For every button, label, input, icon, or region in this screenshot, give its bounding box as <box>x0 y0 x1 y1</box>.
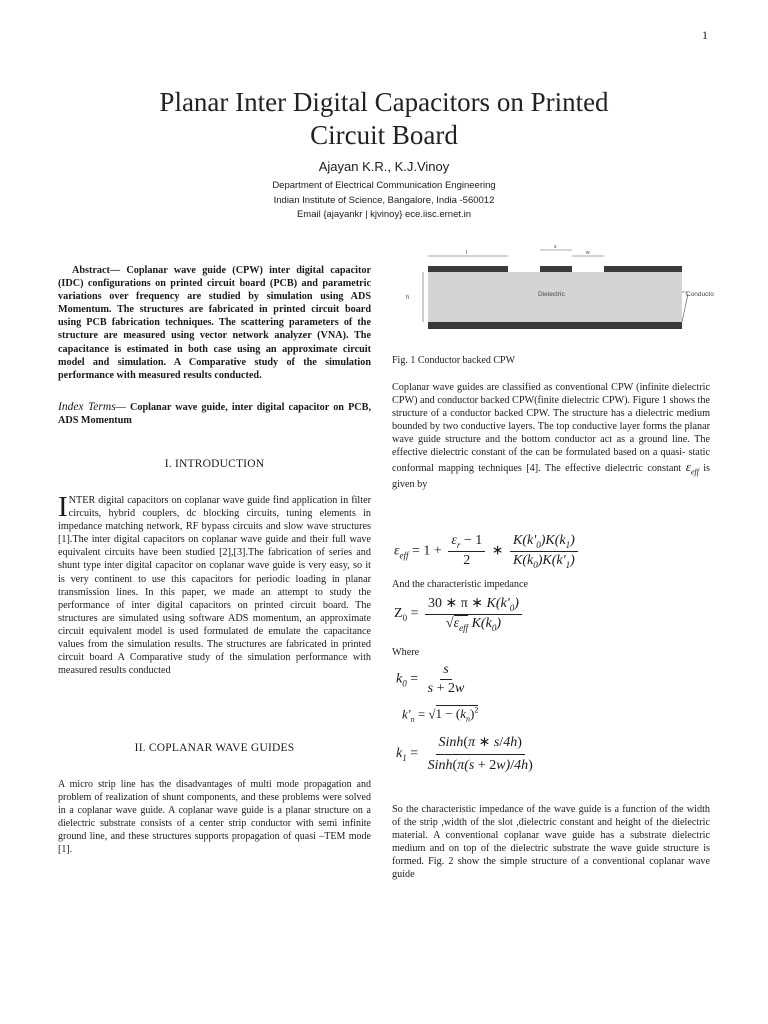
drop-cap: I <box>58 491 68 523</box>
page-number: 1 <box>702 28 708 42</box>
department: Department of Electrical Communication Engineering <box>272 180 496 191</box>
bottom-ground-conductor <box>428 322 682 329</box>
affiliation <box>60 179 708 223</box>
label-h: h <box>406 295 410 301</box>
where-label: Where <box>392 647 420 658</box>
cpw-description-end: is given by <box>392 462 711 491</box>
left-ground-strip <box>428 266 508 272</box>
title-line-2: Circuit Board <box>310 120 458 150</box>
label-conductor: Conducto <box>686 291 714 298</box>
label-l: l <box>466 250 468 256</box>
conductor-pointer-2 <box>682 294 688 322</box>
index-terms-label: Index Terms— <box>58 401 126 413</box>
cpw-description-paragraph <box>392 381 710 491</box>
equation-k1: $k_1$ = $\frac{\text{Sinh(π ∗ s/4h)}}{\text{Sinh(π(s + 2w)/4h)}}$ <box>396 735 533 773</box>
index-terms <box>58 401 371 427</box>
equation-k0: $k_0$ = $\frac{s}{s + 2w}$ <box>396 662 465 696</box>
section-heading-cpw: II. COPLANAR WAVE GUIDES <box>134 742 295 754</box>
label-dielectric: Dielectric <box>538 291 565 298</box>
figure-caption: Fig. 1 Conductor backed CPW <box>392 355 516 366</box>
introduction-paragraph <box>58 491 371 677</box>
authors: Ajayan K.R., K.J.Vinoy <box>318 159 450 174</box>
cpw-intro-paragraph: A micro strip line has the disadvantages of multi mode propagation and problem of realization of shunt components, and these problems were solved in a coplanar wave guide. A coplanar wave guide is a planar structure on a dielectric substrate consists of a center strip conductor with semi infinite ground line, and these structures supports propagation of quasi –TEM mode [1]. <box>58 779 371 856</box>
label-w: w <box>586 250 590 256</box>
right-ground-strip <box>604 266 682 272</box>
index-terms-text: Coplanar wave guide, inter digital capacitor on PCB, ADS Momentum <box>58 402 371 427</box>
equation-eps-eff: $\varepsilon_{eff} = 1$ + $\frac{\varepsilon_r - 1}{2}$ ∗ $\frac{K(k'_0)K(k_1)}{K(k_0)K(k'_1)}$ <box>394 533 581 570</box>
email: Email {ajayankr | kjvinoy} ece.iisc.ernet.in <box>296 209 472 220</box>
institute: Indian Institute of Science, Bangalore, India -560012 <box>273 194 495 206</box>
conclusion-paragraph: So the characteristic impedance of the wave guide is a function of the width of the strip ,width of the slot ,dielectric constant and height of the dielectric material. A conventional coplanar wave guide has a substrate dielectric medium and on top of the dielectric substrate the wave guide structure is formed. Fig. 2 show the simple structure of a conventional coplanar wave guide <box>392 804 710 881</box>
equation-kn-prime: $k'_n = √1 - (k_n)^2$ <box>402 706 479 724</box>
center-strip <box>540 266 572 272</box>
title-line-1: Planar Inter Digital Capacitors on Printed <box>159 87 609 117</box>
introduction-text: NTER digital capacitors on coplanar wave guide find application in filter circuits, hybrid couplers, dc blocking circuits, tuning elements in impedance matching network, RF bypass circuits and slow wave structures [1].The inter digital capacitors on coplanar wave guide and their full wave equivalent circuits have been studied [2],[3].The fabrication of series and shunt type inter digital capacitor on coplanar wave guide is very easy, so it is very continent to use this capacitors for periodic loading in planar transmission lines. In this paper, we made an attempt to study the performance of inter digital capacitors on printed circuit board. The structures are simulated using software ADS momentum, an approximate circuit equivalent model is used formulated de emulate the capacitance values from the simulation results. The structures are fabricated in printed circuit board A Comparative study of the simulation performance with measured results conducted <box>58 495 371 677</box>
paper-title <box>60 86 708 152</box>
abstract: Abstract— Coplanar wave guide (CPW) inter digital capacitor (IDC) configurations on printed circuit board (PCB) and parametric variations over frequency are studied by simulation using ADS Momentum. The structures are fabricated in printed circuit board using PCB fabrication techniques. The scattering parameters of the structure are measured using vector network analyzer (VNA). The capacitance is estimated in both case using an approximate circuit model and simulation. A Comparative study of the simulation performance with measured results conducted. <box>58 265 371 381</box>
epsilon-eff-symbol: $\varepsilon_{eff}$ <box>685 458 699 477</box>
cpw-description-text: Coplanar wave guides are classified as conventional CPW (infinite dielectric CPW) and conductor backed CPW(finite dielectric CPW). Figure 1 shows the structure of a conductor backed CPW. The structure has a dielectric medium bounded by two conductive layers. The top conductive layer forms the planar wave guide structure and the bottom conductor act as a ground line. The effective dielectric constant of the can be formulated based on a quasi- static conformal mapping techniques [4]. The effective dielectric constant <box>392 382 710 474</box>
label-s: s <box>554 244 557 250</box>
dielectric-layer <box>428 272 682 324</box>
section-heading-introduction: I. INTRODUCTION <box>164 458 265 470</box>
impedance-intro: And the characteristic impedance <box>392 579 529 590</box>
equation-z0: $Z_0$ = $\frac{30 ∗ \pi ∗ K(k'_0)}{√\varepsilon_{eff} K(k_0)}$ <box>394 595 525 633</box>
cpw-diagram <box>406 244 716 340</box>
